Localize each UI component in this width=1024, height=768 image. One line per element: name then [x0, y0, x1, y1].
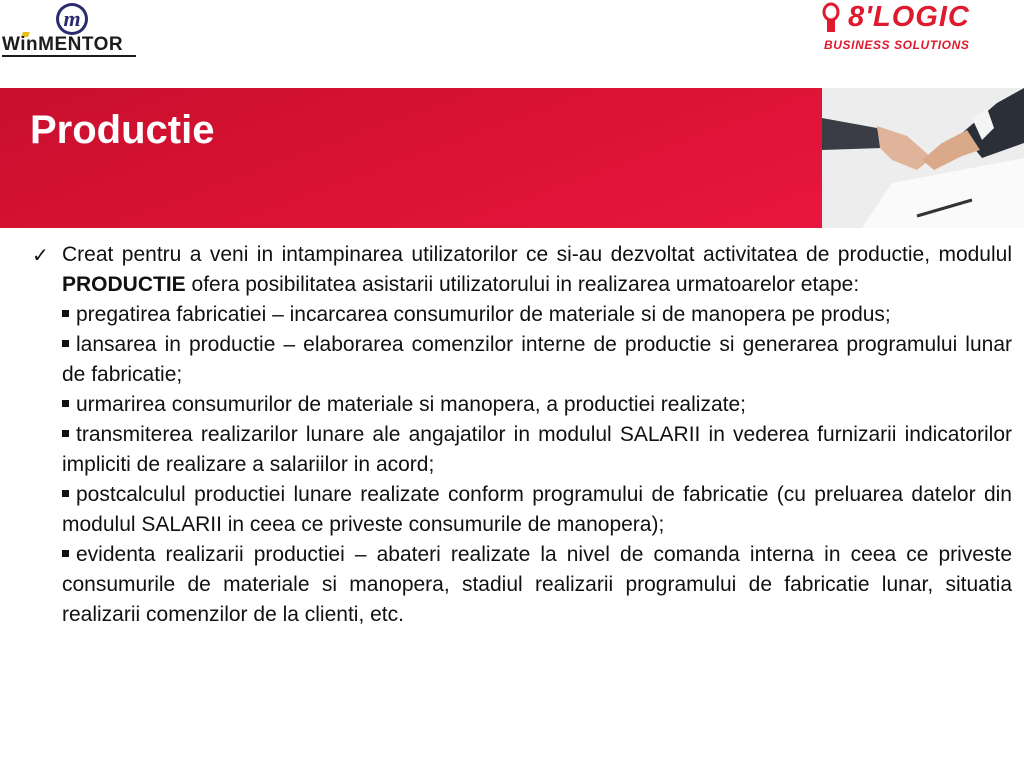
bullet-icon: [62, 310, 69, 317]
list-item: [32, 330, 1012, 390]
list-item: [32, 480, 1012, 540]
svg-text:m: m: [63, 6, 81, 31]
list-item-text: evidenta realizarii productiei – abateri realizate la nivel de comanda interna in ceea ce priveste consumurile de materiale si manopera, stadiul realizarii programului de fabricatie lunar, situatia realizarii comenzilor de la clienti, etc.: [62, 543, 1012, 626]
intro-text-after: ofera posibilitatea asistarii utilizatorului in realizarea urmatoarelor etape:: [185, 273, 860, 296]
bullet-icon: [62, 430, 69, 437]
winmentor-wordmark: WinMENTOR: [2, 34, 124, 55]
list-item-text: urmarirea consumurilor de materiale si manopera, a productiei realizate;: [76, 393, 746, 416]
blogic-logo: [814, 0, 1024, 58]
list-item-text: transmiterea realizarilor lunare ale angajatilor in modulul SALARII in vederea furnizarii indicatorilor impliciti de realizare a salariilor in acord;: [62, 423, 1012, 476]
bullet-icon: [62, 490, 69, 497]
blogic-tagline: BUSINESS SOLUTIONS: [824, 38, 970, 52]
intro-module-name: PRODUCTIE: [62, 273, 186, 296]
winmentor-emblem-icon: [55, 2, 89, 36]
blogic-name: 8'LOGIC: [848, 1, 970, 33]
list-item-text: postcalculul productiei lunare realizate conform programului de fabricatie (cu preluarea datelor din modulul SALARII in ceea ce priveste consumurile de manopera);: [62, 483, 1012, 536]
checkmark-icon: ✓: [32, 243, 49, 267]
content-body: [32, 240, 1012, 630]
bullet-icon: [62, 340, 69, 347]
title-banner: [0, 88, 822, 228]
handshake-illustration: [822, 88, 1024, 228]
stage-list: [32, 300, 1012, 630]
list-item: [32, 390, 1012, 420]
logo-underline: [2, 55, 136, 57]
winmentor-logo: [0, 0, 140, 58]
slide-title: Productie: [30, 108, 215, 152]
list-item: [32, 540, 1012, 630]
intro-paragraph: [32, 240, 1012, 300]
blogic-icon: [816, 2, 846, 36]
bullet-icon: [62, 400, 69, 407]
list-item: [32, 420, 1012, 480]
divider: [0, 228, 1024, 229]
list-item: [32, 300, 1012, 330]
list-item-text: pregatirea fabricatiei – incarcarea consumurilor de materiale si de manopera pe produs;: [76, 303, 891, 326]
bullet-icon: [62, 550, 69, 557]
intro-text-before: Creat pentru a veni in intampinarea utilizatorilor ce si-au dezvoltat activitatea de productie, modulul: [62, 243, 1012, 266]
list-item-text: lansarea in productie – elaborarea comenzilor interne de productie si generarea programului lunar de fabricatie;: [62, 333, 1012, 386]
handshake-image: [822, 88, 1024, 228]
